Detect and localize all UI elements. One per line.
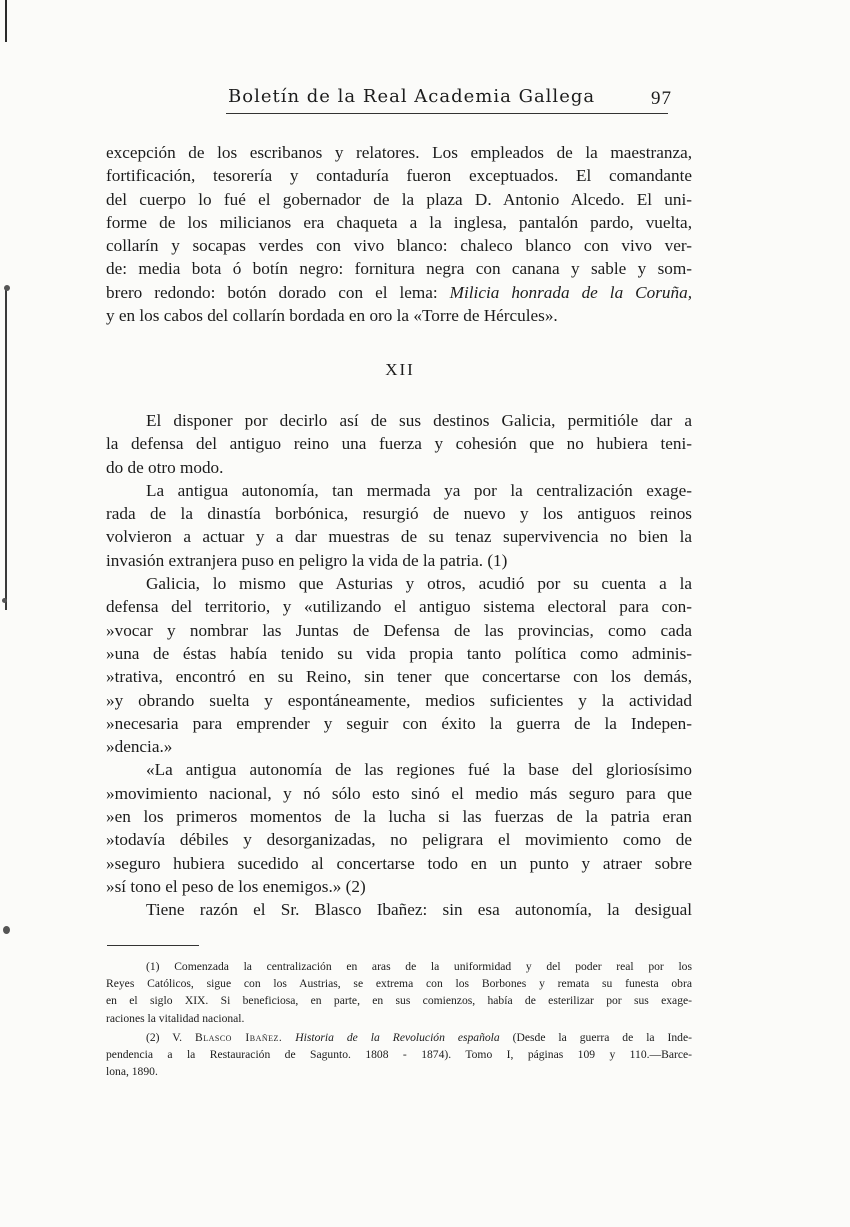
text-line: Galicia, lo mismo que Asturias y otros, acudió por su cuenta a la: [146, 574, 692, 594]
page-number: 97: [651, 88, 672, 109]
footnote-line: Reyes Católicos, sigue con los Austrias, se extrema con los Borbones y remata su funesta obra: [106, 977, 692, 991]
text-line: »en los primeros momentos de la lucha si las fuerzas de la patria eran: [106, 807, 692, 827]
text-line: invasión extranjera puso en peligro la vida de la patria. (1): [106, 550, 508, 570]
text-line: do de otro modo.: [106, 457, 224, 477]
margin-binding-line-middle: [5, 290, 7, 610]
footnote-2: [106, 1029, 692, 1081]
text-line: »dencia.»: [106, 737, 173, 757]
text-line: forme de los milicianos era chaqueta a la inglesa, pantalón pardo, vuelta,: [106, 212, 692, 232]
text-line: »seguro hubiera sucedido al concertarse todo en un punto y atraer sobre: [106, 853, 692, 873]
continuation-paragraph: [106, 141, 692, 327]
text-line: »trativa, encontró en su Reino, sin tener que concertarse con los demás,: [106, 667, 692, 687]
text-line: y en los cabos del collarín bordada en oro la «Torre de Hércules».: [106, 306, 558, 326]
footnote-text-run: (Desde la guerra de la Inde-: [499, 1031, 692, 1044]
text-line-with-motto: [106, 281, 692, 304]
text-line: »movimiento nacional, y nó sólo esto sinó el medio más seguro para que: [106, 783, 692, 803]
margin-speck: [4, 285, 10, 291]
cited-author: Blasco Ibañez.: [194, 1031, 283, 1044]
text-line: rada de la dinastía borbónica, resurgió de nuevo y los antiguos reinos: [106, 504, 692, 524]
text-line: fortificación, tesorería y contaduría fueron exceptuados. El comandante: [106, 166, 692, 186]
margin-speck: [2, 598, 7, 603]
text-run: brero redondo: botón dorado con el lema:: [106, 282, 450, 302]
text-line: »sí tono el peso de los enemigos.» (2): [106, 876, 366, 896]
footnote-1: [106, 958, 692, 1027]
text-line: »todavía débiles y desorganizadas, no peligrara el movimiento como de: [106, 830, 692, 850]
text-line: de: media bota ó botín negro: fornitura negra con canana y sable y som-: [106, 259, 692, 279]
cited-work-title: Historia de la Revolución española: [295, 1031, 500, 1044]
text-line: »una de éstas había tenido su vida propia tanto política como adminis-: [106, 643, 692, 663]
text-line: la defensa del antiguo reino una fuerza y cohesión que no hubiera teni-: [106, 434, 692, 454]
footnote-marker: (2) V.: [146, 1031, 195, 1044]
text-line: «La antigua autonomía de las regiones fué la base del gloriosísimo: [146, 760, 692, 780]
footnote-line: raciones la vitalidad nacional.: [106, 1011, 245, 1025]
footnote-line: lona, 1890.: [106, 1065, 158, 1079]
header-rule: [226, 113, 668, 114]
text-line: volvieron a actuar y a dar muestras de su tenaz supervivencia no bien la: [106, 527, 692, 547]
footnote-line: en el siglo XIX. Si beneficiosa, en parte, en sus comienzos, había de esterilizar por sus exage-: [106, 994, 692, 1008]
text-line: del cuerpo lo fué el gobernador de la plaza D. Antonio Alcedo. El uni-: [106, 189, 692, 209]
footnote-rule: [107, 945, 199, 946]
militia-motto: Milicia honrada de la Coruña,: [449, 282, 692, 302]
text-line: »vocar y nombrar las Juntas de Defensa de las provincias, como cada: [106, 620, 692, 640]
text-line: »y obrando suelta y espontáneamente, medios suficientes y la actividad: [106, 690, 692, 710]
text-line: »necesaria para emprender y seguir con éxito la guerra de la Indepen-: [106, 713, 692, 733]
section-heading: XII: [385, 360, 415, 379]
text-line: La antigua autonomía, tan mermada ya por la centralización exage-: [146, 480, 692, 500]
text-line: defensa del territorio, y «utilizando el antiguo sistema electoral para con-: [106, 597, 692, 617]
journal-title: Boletín de la Real Academia Gallega: [228, 86, 596, 107]
text-line: collarín y socapas verdes con vivo blanco: chaleco blanco con vivo ver-: [106, 236, 692, 256]
text-line: El disponer por decirlo así de sus destinos Galicia, permitióle dar a: [146, 411, 692, 430]
section-body: [106, 409, 692, 922]
margin-binding-line-top: [5, 0, 7, 42]
footnote-line: pendencia a la Restauración de Sagunto. 1808 - 1874). Tomo I, páginas 109 y 110.—Barce-: [106, 1048, 692, 1062]
footnote-line: (1) Comenzada la centralización en aras de la uniformidad y del poder real por los: [146, 960, 692, 973]
footnote-line: [106, 1029, 692, 1046]
text-line: Tiene razón el Sr. Blasco Ibañez: sin esa autonomía, la desigual: [146, 900, 692, 920]
margin-speck: [3, 926, 10, 934]
text-line: excepción de los escribanos y relatores. Los empleados de la maestranza,: [106, 143, 692, 162]
